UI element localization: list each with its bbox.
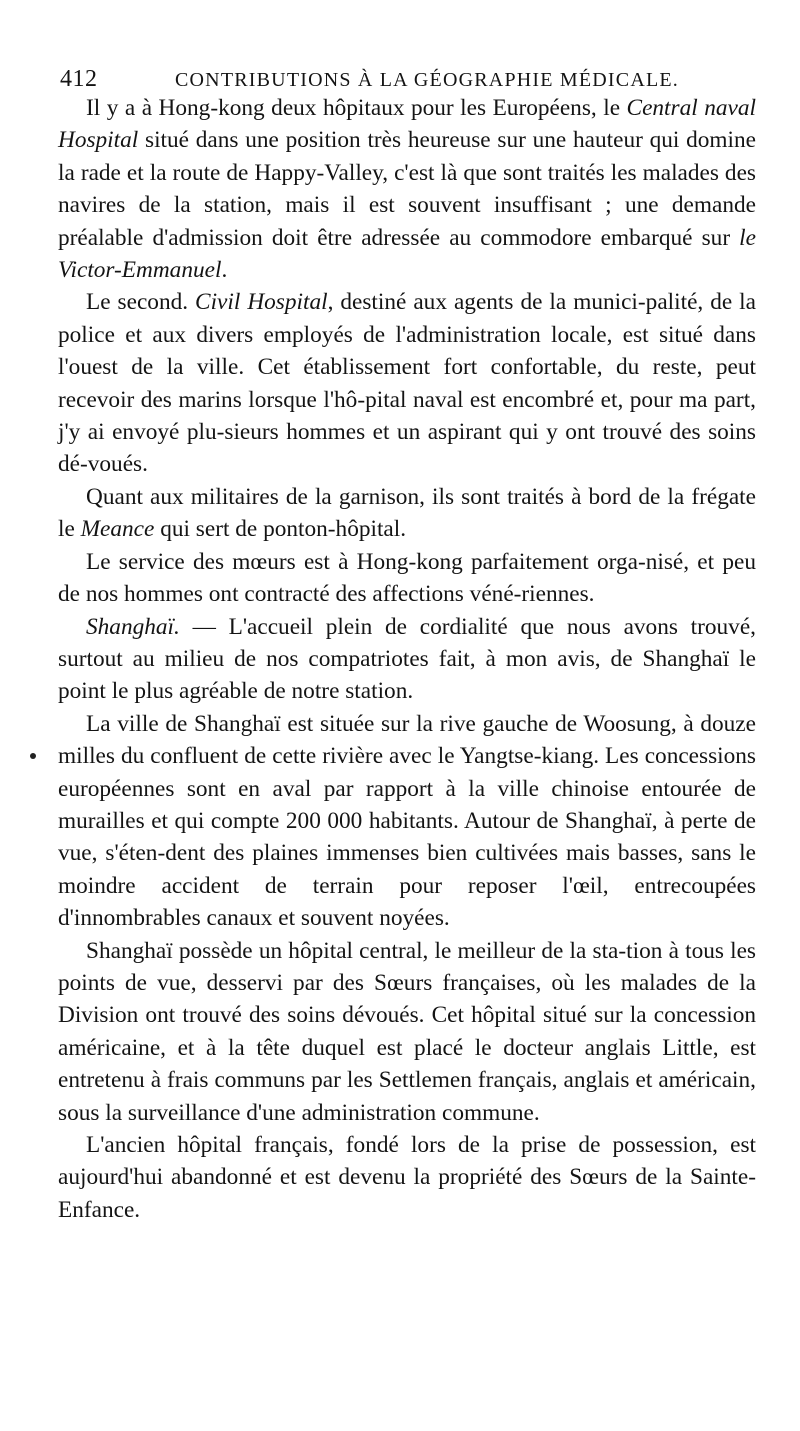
margin-dot-mark: [30, 753, 36, 759]
italic-ship-name: le Victor-Emmanuel: [58, 224, 756, 284]
body-text: [58, 92, 756, 1226]
italic-section-heading: Shanghaï.: [86, 613, 180, 640]
paragraph-text: Shanghaï possède un hôpital central, le meilleur de la sta-tion à tous les points de vue, desservi par des Sœurs françaises, où les malades de la Division ont trouvé des soins dévoués. Cet hôpital situé sur la concession américaine, et à la tête duquel est placé le docteur anglais Little, est entretenu à frais communs par les Settlemen français, anglais et américain, sous la surveillance d'une administration commune.: [58, 937, 756, 1126]
paragraph-text: Le service des mœurs est à Hong-kong parfaitement orga-nisé, et peu de nos hommes ont contracté des affections véné-riennes.: [58, 548, 756, 608]
paragraph-text: situé dans une position très heureuse sur une hauteur qui domine la rade et la route de Happy-Valley, c'est là que sont traités les malades des navires de la station, mais il est souvent insuffisant ; une demande préalable d'admission doit être adressée au commodore embarqué sur: [58, 127, 756, 251]
paragraph-text: La ville de Shanghaï est située sur la rive gauche de Woosung, à douze milles du confluent de cette rivière avec le Yangtse-kiang. Les concessions européennes sont en aval par rapport à la ville chinoise entourée de murailles et qui compte 200 000 habitants. Autour de Shanghaï, à perte de vue, s'éten-dent des plaines immenses bien cultivées mais basses, sans le moindre accident de terrain pour reposer l'œil, entrecoupées d'innombrables canaux et souvent noyées.: [58, 710, 756, 932]
paragraph-shanghai-welcome: [58, 611, 756, 708]
paragraph-text: .: [221, 257, 228, 284]
paragraph-old-french-hospital: [58, 1129, 756, 1226]
paragraph-shanghai-city: [58, 708, 756, 935]
paragraph-shanghai-hospital: [58, 935, 756, 1129]
paragraph-text: qui sert de ponton-hôpital.: [154, 516, 407, 543]
italic-hospital-name: Civil Hospital: [195, 289, 328, 316]
italic-hospital-name: Central naval Hospital: [58, 95, 756, 154]
paragraph-garrison: [58, 481, 756, 546]
paragraph-text: Le second.: [86, 289, 196, 316]
italic-ship-name: Meance: [80, 516, 155, 543]
paragraph-text: — L'accueil plein de cordialité que nous avons trouvé, surtout au milieu de nos compatriotes fait, à mon avis, de Shanghaï le point le plus agréable de notre station.: [58, 613, 756, 705]
paragraph-service-moeurs: [58, 546, 756, 611]
paragraph-text: L'ancien hôpital français, fondé lors de la prise de possession, est aujourd'hui abandonné et est devenu la propriété des Sœurs de la Sainte-Enfance.: [58, 1132, 756, 1223]
paragraph-text: Il y a à Hong-kong deux hôpitaux pour les Européens, le: [86, 95, 627, 121]
paragraph-text: , destiné aux agents de la munici-palité, de la police et aux divers employés de l'administration locale, est situé dans l'ouest de la ville. Cet établissement fort confortable, du reste, peut recevoir des marins lorsque l'hô-pital naval est encombré et, pour ma part, j'y ai envoyé plu-sieurs hommes et un aspirant qui y ont trouvé des soins dé-voués.: [58, 289, 756, 478]
paragraph-civil-hospital: [58, 286, 756, 480]
paragraph-text: Quant aux militaires de la garnison, ils sont traités à bord de la frégate le: [58, 483, 756, 543]
paragraph-hong-kong-hospitals: [58, 92, 756, 286]
running-title: CONTRIBUTIONS À LA GÉOGRAPHIE MÉDICALE.: [175, 69, 680, 91]
running-head: [60, 64, 760, 94]
page-number: 412: [60, 66, 98, 92]
